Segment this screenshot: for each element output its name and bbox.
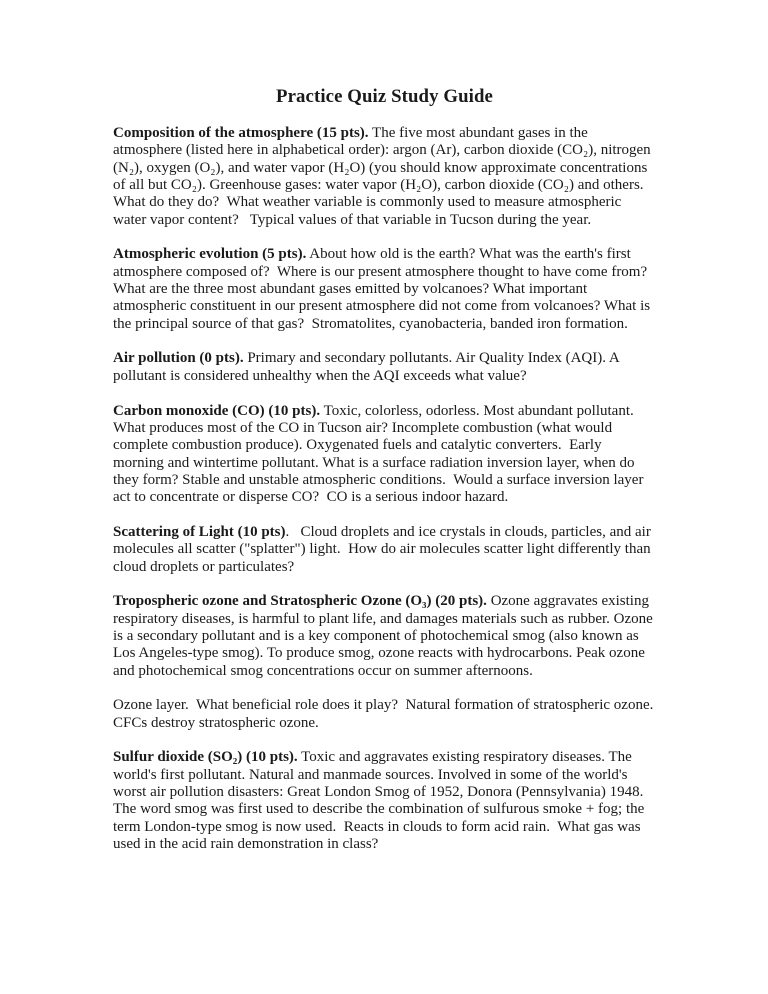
paragraph-body: Toxic and aggravates existing respiratory diseases. The world's first pollutant. Natural and manmade sources. Involved in some of the world's worst air pollution disasters: Great London Smog of 1952, Donora (Pennsylvania) 1948. The word smog was first used to describe the combination of sulfurous smoke + fog; the term London-type smog is now used. Reacts in clouds to form acid rain. What gas was used in the acid rain demonstration in class? (113, 749, 649, 853)
paragraph-scattering-of-light (113, 524, 656, 576)
paragraph-body: Ozone layer. What beneficial role does it play? Natural formation of stratospheric ozone. CFCs destroy stratospheric ozone. (113, 697, 661, 731)
paragraph-body: Toxic, colorless, odorless. Most abundant pollutant. What produces most of the CO in Tucson air? Incomplete combustion (what would complete combustion produce). Oxygenated fuels and catalytic converters. Early morning and wintertime pollutant. What is a surface radiation inversion layer, when do they form? Stable and unstable atmospheric conditions. Would a surface inversion layer act to concentrate or disperse CO? CO is a serious indoor hazard. (113, 402, 648, 506)
paragraph-composition-of-atmosphere (113, 125, 656, 229)
paragraph-body: . Cloud droplets and ice crystals in clouds, particles, and air molecules all scatter ("splatter") light. How do air molecules scatter light differently than cloud droplets or particulates? (113, 523, 655, 575)
paragraph-sulfur-dioxide (113, 749, 656, 853)
paragraph-body: About how old is the earth? What was the earth's first atmosphere composed of? Where is our present atmosphere thought to have come from? What are the three most abundant gases emitted by volcanoes? What important atmospheric constituent in our present atmosphere did not come from volcanoes? What is the principal source of that gas? Stromatolites, cyanobacteria, banded iron formation. (113, 246, 654, 332)
paragraph-air-pollution (113, 350, 656, 385)
page-title: Practice Quiz Study Guide (276, 86, 493, 107)
document-content (113, 86, 661, 871)
paragraph-lead: Composition of the atmosphere (15 pts). (113, 125, 369, 141)
paragraph-ozone-layer (113, 697, 661, 732)
paragraph-lead: Scattering of Light (10 pts) (113, 523, 286, 540)
paragraph-tropospheric-stratospheric-ozone (113, 593, 656, 680)
paragraph-lead: Carbon monoxide (CO) (10 pts). (113, 402, 321, 419)
paragraph-body: Primary and secondary pollutants. Air Quality Index (AQI). A pollutant is considered unhealthy when the AQI exceeds what value? (113, 350, 623, 384)
paragraph-carbon-monoxide (113, 403, 656, 507)
paragraph-lead: Air pollution (0 pts). (113, 350, 244, 367)
paragraph-atmospheric-evolution (113, 246, 656, 333)
paragraph-lead: Sulfur dioxide (SO₂) (10 pts). (113, 749, 298, 766)
paragraph-lead: Tropospheric ozone and Stratospheric Ozone (O₃) (20 pts). (113, 593, 487, 610)
paragraph-body: The five most abundant gases in the atmosphere (listed here in alphabetical order): argon (Ar), carbon dioxide (CO₂), nitrogen (N₂), oxygen (O₂), and water vapor (H₂O) (you should know approximate concentrations of all but CO₂). Greenhouse gases: water vapor (H₂O), carbon dioxide (CO₂) and others. What do they do? What weather variable is commonly used to measure atmospheric water vapor content? Typical values of that variable in Tucson during the year. (113, 125, 655, 228)
paragraph-lead: Atmospheric evolution (5 pts). (113, 246, 307, 263)
paragraph-body: Ozone aggravates existing respiratory diseases, is harmful to plant life, and damages materials such as rubber. Ozone is a secondary pollutant and is a key component of photochemical smog (also known as Los Angeles-type smog). To produce smog, ozone reacts with hydrocarbons. Peak ozone and photochemical smog concentrations occur on summer afternoons. (113, 593, 657, 679)
